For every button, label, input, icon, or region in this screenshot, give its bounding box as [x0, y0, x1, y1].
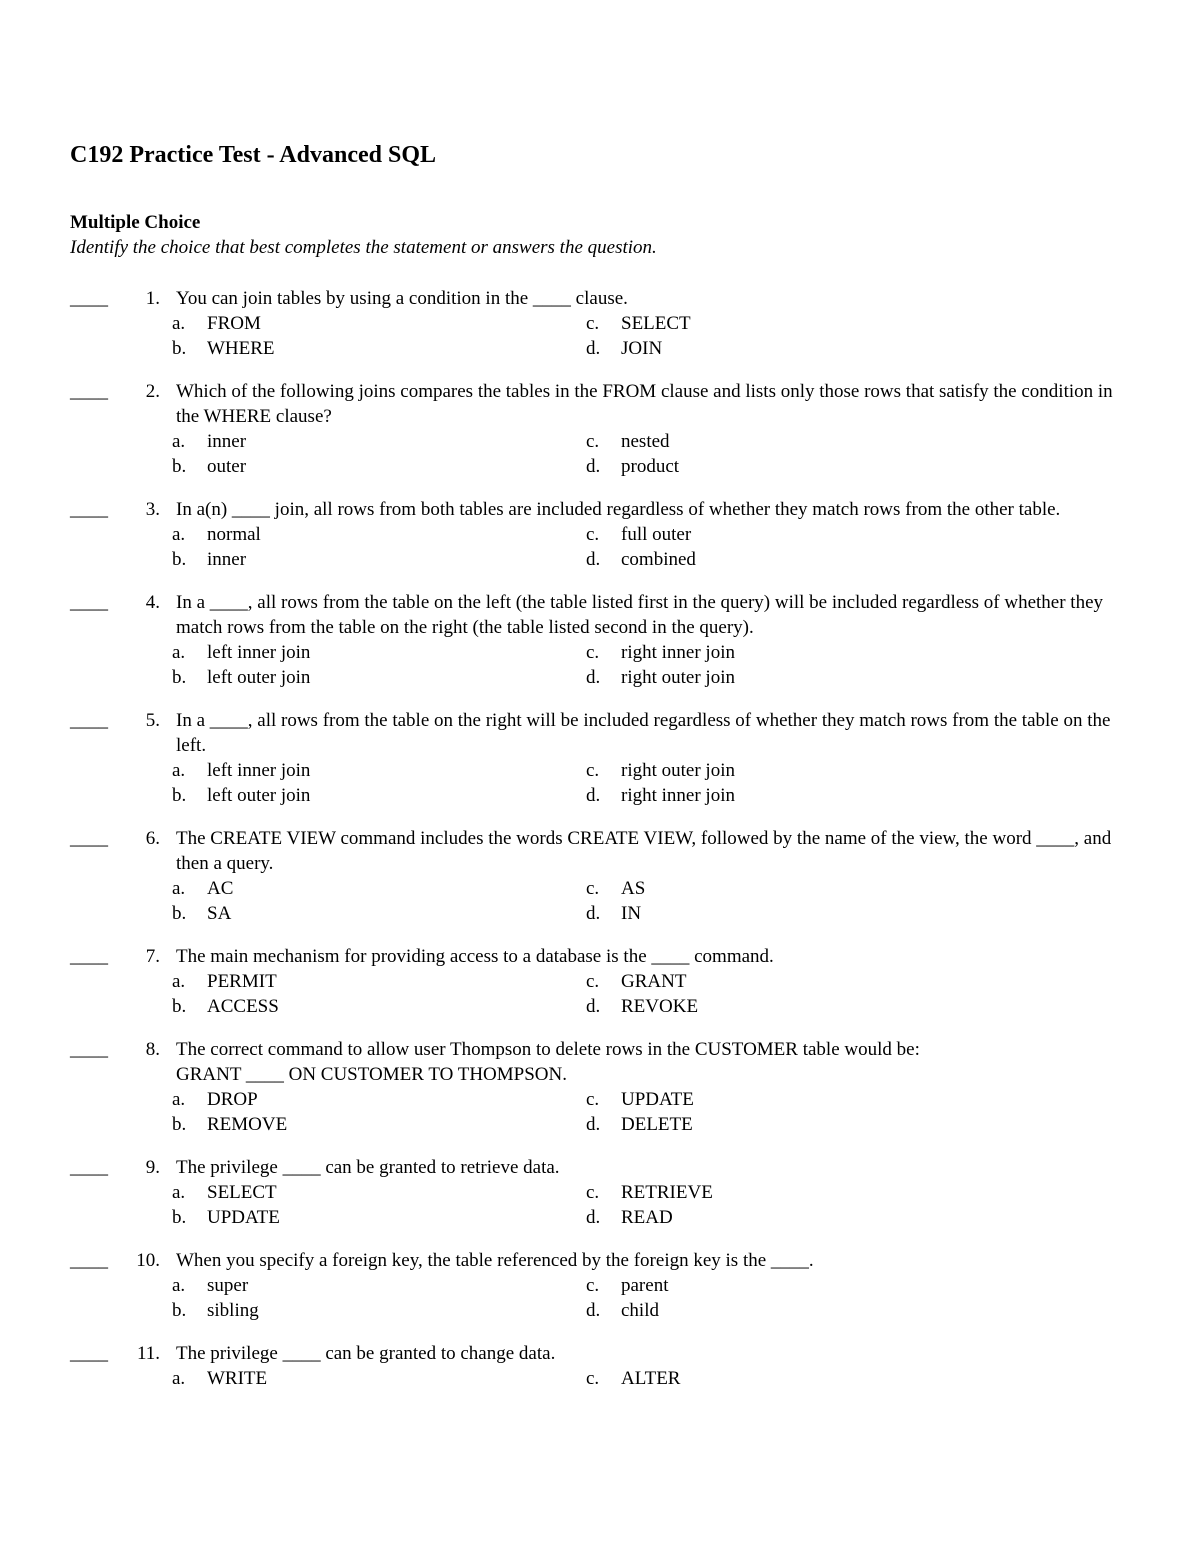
answer-choice	[586, 522, 1006, 547]
choice-text: left outer join	[207, 785, 311, 806]
choice-letter: a.	[172, 1275, 186, 1296]
answer-choice	[586, 640, 1006, 665]
question-stem: Which of the following joins compares the tables in the FROM clause and lists only those rows that satisfy the condition in the WHERE clause?	[176, 381, 1113, 427]
choice-text: SA	[207, 903, 232, 924]
answer-choice	[586, 994, 1006, 1019]
answer-choice	[586, 1180, 1006, 1205]
choice-text: left inner join	[207, 760, 311, 781]
choice-text: ACCESS	[207, 996, 279, 1017]
choice-text: READ	[621, 1207, 673, 1228]
choice-text: REVOKE	[621, 996, 699, 1017]
answer-blank[interactable]: ____	[70, 1250, 108, 1271]
choice-text: PERMIT	[207, 971, 277, 992]
answer-choice	[172, 665, 586, 690]
question-number: 7.	[145, 946, 160, 967]
choice-text: FROM	[207, 313, 261, 334]
answer-choices	[172, 1087, 1200, 1137]
choice-letter: a.	[172, 1368, 186, 1389]
question-number: 3.	[145, 499, 160, 520]
choice-letter: b.	[172, 338, 187, 359]
answer-choice	[586, 547, 1006, 572]
question-stem: The CREATE VIEW command includes the words CREATE VIEW, followed by the name of the view, the word ____, and then a query.	[176, 828, 1112, 874]
answer-choice	[586, 1205, 1006, 1230]
answer-choices	[172, 522, 1200, 572]
choice-text: inner	[207, 549, 247, 570]
choice-text: left outer join	[207, 667, 311, 688]
answer-choices	[172, 429, 1200, 479]
answer-choices	[172, 876, 1200, 926]
choice-letter: a.	[172, 313, 186, 334]
choice-letter: c.	[586, 878, 600, 899]
choice-text: sibling	[207, 1300, 259, 1321]
answer-choice	[586, 969, 1006, 994]
question-item	[0, 590, 1200, 690]
page-title: C192 Practice Test - Advanced SQL	[70, 142, 436, 168]
question-number: 4.	[145, 592, 160, 613]
choice-letter: a.	[172, 642, 186, 663]
choice-letter: d.	[586, 549, 601, 570]
question-stem: The privilege ____ can be granted to change data.	[176, 1343, 556, 1364]
choice-text: AC	[207, 878, 234, 899]
choice-text: IN	[621, 903, 642, 924]
answer-choice	[172, 336, 586, 361]
choice-letter: c.	[586, 642, 600, 663]
question-number: 10.	[136, 1250, 160, 1271]
answer-choice	[586, 876, 1006, 901]
choice-letter: b.	[172, 1300, 187, 1321]
answer-choice	[586, 454, 1006, 479]
answer-choice	[172, 783, 586, 808]
answer-choice	[172, 1366, 586, 1391]
answer-choice	[586, 758, 1006, 783]
answer-choice	[172, 311, 586, 336]
answer-choice	[172, 876, 586, 901]
answer-choice	[586, 1298, 1006, 1323]
choice-letter: b.	[172, 903, 187, 924]
choice-text: super	[207, 1275, 249, 1296]
choice-text: JOIN	[621, 338, 663, 359]
question-stem: In a ____, all rows from the table on the right will be included regardless of whether they match rows from the table on the left.	[176, 710, 1111, 756]
choice-letter: b.	[172, 456, 187, 477]
choice-letter: b.	[172, 785, 187, 806]
answer-choice	[172, 994, 586, 1019]
answer-choice	[586, 311, 1006, 336]
answer-choice	[586, 1273, 1006, 1298]
question-number: 8.	[145, 1039, 160, 1060]
answer-choice	[172, 1205, 586, 1230]
question-number: 2.	[145, 381, 160, 402]
choice-text: SELECT	[621, 313, 691, 334]
choice-text: combined	[621, 549, 696, 570]
answer-choice	[586, 665, 1006, 690]
question-stem: The main mechanism for providing access to a database is the ____ command.	[176, 946, 774, 967]
answer-choices	[172, 640, 1200, 690]
question-item	[0, 379, 1200, 479]
choice-letter: c.	[586, 431, 600, 452]
choice-letter: d.	[586, 1114, 601, 1135]
choice-letter: c.	[586, 1089, 600, 1110]
choice-text: UPDATE	[207, 1207, 280, 1228]
question-item	[0, 1341, 1200, 1391]
question-number: 6.	[145, 828, 160, 849]
choice-letter: b.	[172, 996, 187, 1017]
answer-choice	[172, 1273, 586, 1298]
question-stem-line-2: GRANT ____ ON CUSTOMER TO THOMPSON.	[176, 1064, 567, 1085]
answer-blank[interactable]: ____	[70, 828, 108, 849]
choice-letter: a.	[172, 760, 186, 781]
choice-text: REMOVE	[207, 1114, 288, 1135]
answer-choices	[172, 1180, 1200, 1230]
choice-letter: c.	[586, 1368, 600, 1389]
question-item	[0, 497, 1200, 572]
question-number: 11.	[136, 1343, 160, 1364]
answer-choices	[172, 758, 1200, 808]
choice-text: AS	[621, 878, 646, 899]
choice-text: full outer	[621, 524, 692, 545]
choice-letter: d.	[586, 996, 601, 1017]
choice-letter: d.	[586, 785, 601, 806]
answer-choice	[172, 454, 586, 479]
answer-choice	[172, 1112, 586, 1137]
choice-text: parent	[621, 1275, 669, 1296]
answer-blank[interactable]: ____	[70, 381, 108, 402]
answer-choices	[172, 311, 1200, 361]
choice-letter: b.	[172, 549, 187, 570]
choice-text: right outer join	[621, 667, 735, 688]
choice-letter: d.	[586, 1300, 601, 1321]
choice-letter: d.	[586, 338, 601, 359]
question-stem: In a ____, all rows from the table on the left (the table listed first in the query) will be included regardless of whether they match rows from the table on the right (the table listed second in the query).	[176, 592, 1104, 638]
section-heading: Multiple Choice	[70, 212, 201, 233]
choice-text: right outer join	[621, 760, 735, 781]
choice-letter: a.	[172, 1089, 186, 1110]
question-item	[0, 1155, 1200, 1230]
choice-letter: a.	[172, 431, 186, 452]
choice-letter: d.	[586, 456, 601, 477]
answer-choice	[586, 1366, 1006, 1391]
question-stem: The privilege ____ can be granted to retrieve data.	[176, 1157, 560, 1178]
answer-choice	[172, 1087, 586, 1112]
answer-choice	[586, 1112, 1006, 1137]
answer-choice	[586, 901, 1006, 926]
section-instructions: Identify the choice that best completes the statement or answers the question.	[70, 237, 657, 258]
question-item	[0, 708, 1200, 808]
answer-choice	[172, 640, 586, 665]
choice-text: child	[621, 1300, 659, 1321]
question-item	[0, 1248, 1200, 1323]
choice-text: DELETE	[621, 1114, 693, 1135]
choice-text: product	[621, 456, 680, 477]
choice-text: nested	[621, 431, 670, 452]
answer-choice	[172, 758, 586, 783]
answer-choice	[172, 1180, 586, 1205]
answer-blank[interactable]: ____	[70, 1343, 108, 1364]
question-item	[0, 826, 1200, 926]
answer-choices	[172, 1273, 1200, 1323]
question-item	[0, 944, 1200, 1019]
question-item	[0, 286, 1200, 361]
answer-blank[interactable]: ____	[70, 1039, 108, 1060]
answer-choice	[172, 969, 586, 994]
choice-text: outer	[207, 456, 247, 477]
choice-letter: b.	[172, 1114, 187, 1135]
question-list	[0, 286, 1200, 1409]
choice-text: ALTER	[621, 1368, 681, 1389]
answer-choices	[172, 1366, 1200, 1391]
choice-letter: c.	[586, 971, 600, 992]
answer-blank[interactable]: ____	[70, 288, 108, 309]
choice-text: UPDATE	[621, 1089, 694, 1110]
answer-choice	[172, 547, 586, 572]
question-number: 1.	[145, 288, 160, 309]
answer-choice	[586, 336, 1006, 361]
choice-letter: d.	[586, 1207, 601, 1228]
answer-choice	[586, 783, 1006, 808]
choice-letter: d.	[586, 903, 601, 924]
question-number: 5.	[145, 710, 160, 731]
choice-letter: a.	[172, 524, 186, 545]
choice-letter: a.	[172, 878, 186, 899]
choice-letter: c.	[586, 1182, 600, 1203]
answer-blank[interactable]: ____	[70, 1157, 108, 1178]
question-stem: In a(n) ____ join, all rows from both tables are included regardless of whether they match rows from the other table.	[176, 499, 1061, 520]
answer-choice	[172, 901, 586, 926]
choice-letter: d.	[586, 667, 601, 688]
choice-letter: c.	[586, 1275, 600, 1296]
answer-choice	[172, 522, 586, 547]
choice-letter: c.	[586, 760, 600, 781]
choice-letter: b.	[172, 667, 187, 688]
choice-text: SELECT	[207, 1182, 277, 1203]
choice-text: inner	[207, 431, 247, 452]
answer-blank[interactable]: ____	[70, 710, 108, 731]
choice-text: normal	[207, 524, 261, 545]
choice-text: right inner join	[621, 642, 735, 663]
choice-text: WHERE	[207, 338, 275, 359]
choice-text: right inner join	[621, 785, 735, 806]
answer-choice	[586, 1087, 1006, 1112]
question-stem: You can join tables by using a condition in the ____ clause.	[176, 288, 628, 309]
choice-letter: c.	[586, 524, 600, 545]
answer-choice	[586, 429, 1006, 454]
choice-letter: c.	[586, 313, 600, 334]
answer-choice	[172, 429, 586, 454]
choice-letter: b.	[172, 1207, 187, 1228]
question-item	[0, 1037, 1200, 1137]
choice-text: RETRIEVE	[621, 1182, 713, 1203]
choice-text: left inner join	[207, 642, 311, 663]
answer-choice	[172, 1298, 586, 1323]
choice-letter: a.	[172, 1182, 186, 1203]
answer-blank[interactable]: ____	[70, 946, 108, 967]
choice-text: WRITE	[207, 1368, 268, 1389]
choice-letter: a.	[172, 971, 186, 992]
answer-choices	[172, 969, 1200, 1019]
answer-blank[interactable]: ____	[70, 499, 108, 520]
question-number: 9.	[145, 1157, 160, 1178]
choice-text: GRANT	[621, 971, 687, 992]
answer-blank[interactable]: ____	[70, 592, 108, 613]
question-stem: The correct command to allow user Thompson to delete rows in the CUSTOMER table would be:	[176, 1039, 920, 1060]
question-stem: When you specify a foreign key, the table referenced by the foreign key is the ____.	[176, 1250, 814, 1271]
choice-text: DROP	[207, 1089, 258, 1110]
